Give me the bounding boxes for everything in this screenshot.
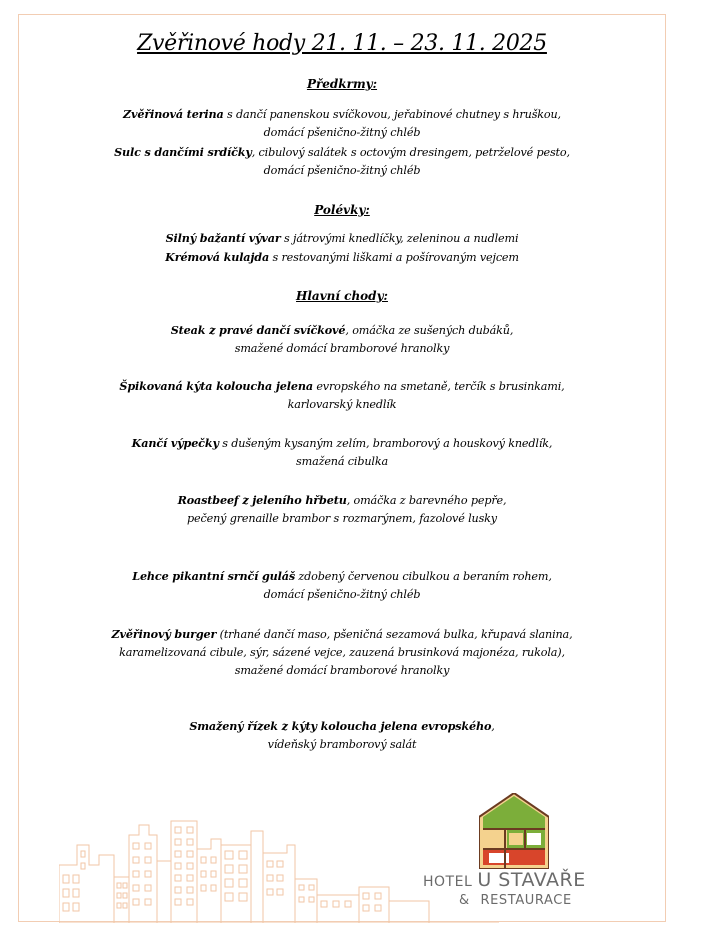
section-heading-mains: Hlavní chody: — [296, 289, 388, 303]
dish-desc: evropského na smetaně, terčík s brusinkami, — [312, 380, 565, 393]
logo-wordmark-line2 — [459, 893, 629, 908]
dish-desc: , — [491, 720, 495, 733]
dish-desc: s dušeným kysaným zelím, bramborový a houskový knedlík, — [218, 437, 553, 450]
section-heading-starters: Předkrmy: — [306, 77, 378, 91]
dish-desc: karamelizovaná cibule, sýr, sázené vejce, zauzená brusinková majonéza, rukola), — [119, 646, 565, 659]
dish-name: Zvěřinová terina — [123, 107, 224, 121]
dish-name: Silný bažantí vývar — [165, 231, 281, 245]
dish-desc: , cibulový salátek s octovým dresingem, petrželové pesto, — [251, 146, 570, 159]
dish-desc: zdobený červenou cibulkou a beraním rohem, — [294, 570, 552, 583]
dish-desc: vídeňský bramborový salát — [267, 738, 417, 751]
menu-item-kulajda — [19, 248, 665, 267]
dish-desc: domácí pšenično-žitný chléb — [263, 164, 421, 177]
menu-item-vypecky — [19, 434, 665, 471]
logo-restaurace-text: RESTAURACE — [480, 893, 572, 908]
menu-item-vyvar — [19, 229, 665, 248]
menu-title: Zvěřinové hody 21. 11. – 23. 11. 2025 — [137, 31, 547, 56]
dish-desc: (trhané dančí maso, pšeničná sezamová bulka, křupavá slanina, — [216, 628, 573, 641]
dish-desc: domácí pšenično-žitný chléb — [263, 126, 421, 139]
menu-item-burger — [19, 625, 665, 680]
dish-desc: , omáčka z barevného pepře, — [346, 494, 507, 507]
menu-page — [18, 14, 666, 922]
dish-name: Roastbeef z jeleního hřbetu — [177, 493, 347, 507]
hotel-logo-house-icon — [479, 793, 549, 869]
logo-hotel-text: HOTEL — [423, 874, 473, 890]
dish-desc: pečený grenaille brambor s rozmarýnem, fazolové lusky — [187, 512, 497, 525]
dish-desc: domácí pšenično-žitný chléb — [263, 588, 421, 601]
menu-item-gulas — [19, 567, 665, 604]
menu-item-roastbeef — [19, 491, 665, 528]
dish-name: Steak z pravé dančí svíčkové — [170, 323, 346, 337]
logo-wordmark-line1 — [423, 869, 623, 891]
city-skyline-illustration — [59, 805, 499, 923]
dish-desc: s játrovými knedlíčky, zeleninou a nudlemi — [280, 232, 519, 245]
dish-name: Kančí výpečky — [131, 436, 219, 450]
logo-brand-text: U STAVAŘE — [477, 869, 586, 891]
section-heading-soups: Polévky: — [314, 203, 370, 217]
dish-name: Sulc s dančími srdíčky — [114, 145, 252, 159]
dish-desc: , omáčka ze sušených dubáků, — [345, 324, 514, 337]
menu-item-sulc — [19, 143, 665, 180]
dish-desc: smažené domácí bramborové hranolky — [234, 342, 450, 355]
dish-name: Krémová kulajda — [165, 250, 270, 264]
menu-item-steak — [19, 321, 665, 358]
menu-item-kyta — [19, 377, 665, 414]
menu-item-terina — [19, 105, 665, 142]
logo-amp-text: & — [459, 893, 470, 908]
menu-item-rizek — [19, 717, 665, 754]
dish-desc: smažená cibulka — [296, 455, 388, 468]
dish-name: Lehce pikantní srnčí guláš — [132, 569, 295, 583]
dish-desc: karlovarský knedlík — [287, 398, 397, 411]
dish-name: Smažený řízek z kýty koloucha jelena evropského — [189, 719, 492, 733]
dish-desc: s restovanými liškami a pošírovaným vejcem — [269, 251, 519, 264]
dish-desc: smažené domácí bramborové hranolky — [234, 664, 450, 677]
dish-desc: s dančí panenskou svíčkovou, jeřabinové chutney s hruškou, — [223, 108, 561, 121]
dish-name: Zvěřinový burger — [111, 627, 217, 641]
dish-name: Špikovaná kýta koloucha jelena — [119, 379, 313, 393]
